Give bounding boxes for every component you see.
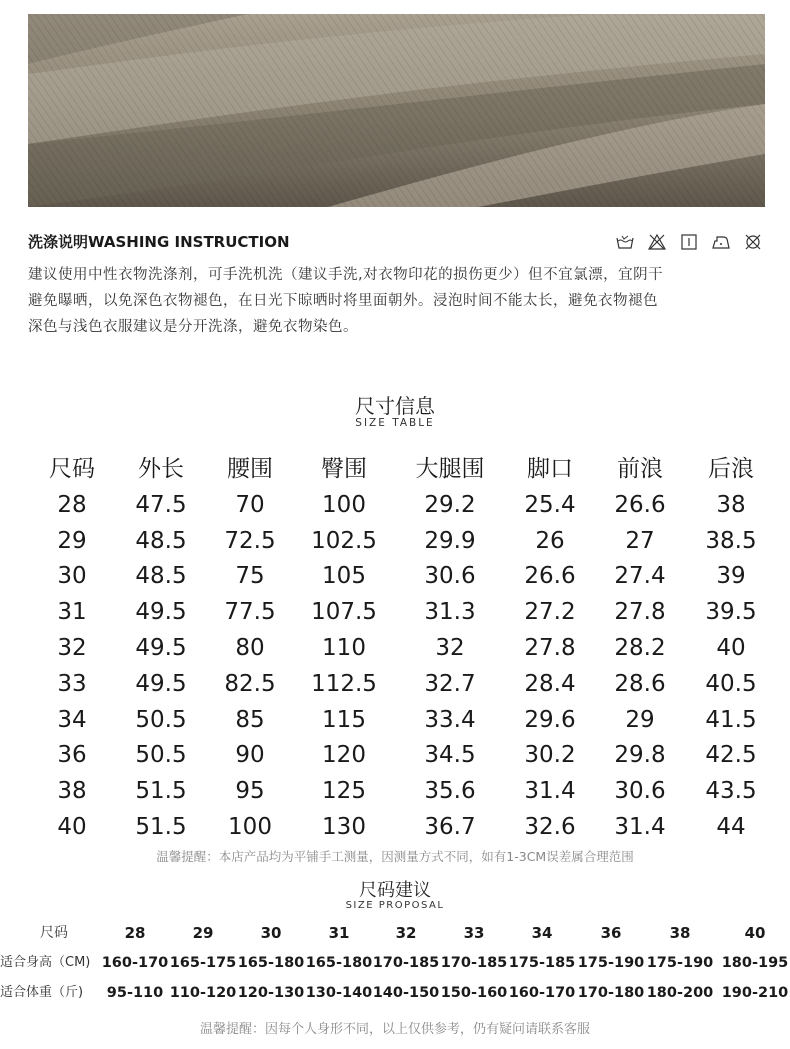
size-table-cell: 28.2	[614, 634, 666, 661]
size-table-cell: 36.7	[424, 813, 476, 840]
size-table-cell: 33.4	[424, 706, 476, 733]
size-table-cell: 36	[57, 742, 87, 769]
size-table-cell: 31.3	[424, 599, 476, 626]
size-table-header-cell: 臀围	[321, 456, 367, 482]
washing-instructions	[28, 262, 768, 340]
size-table-cell: 29.2	[424, 491, 476, 518]
size-table-cell: 32.6	[524, 813, 576, 840]
size-table-cell: 29	[625, 706, 655, 733]
fabric-closeup-image	[28, 14, 765, 207]
size-table-cell: 72.5	[224, 527, 276, 554]
proposal-weight-row-cell: 190-210	[721, 985, 789, 1001]
size-table-row	[0, 774, 790, 810]
size-table-row	[0, 738, 790, 774]
size-table-cell: 50.5	[135, 706, 187, 733]
size-table-title: 尺寸信息	[355, 394, 435, 418]
size-table-header-cell: 外长	[138, 456, 184, 482]
proposal-weight-row-cell: 170-180	[577, 985, 645, 1001]
size-table-cell: 49.5	[135, 634, 187, 661]
proposal-weight-row-cell: 150-160	[440, 985, 508, 1001]
size-table-cell: 31.4	[524, 778, 576, 805]
size-proposal-title: 尺码建议	[359, 880, 431, 901]
size-table-cell: 49.5	[135, 599, 187, 626]
proposal-size-row-cell: 36	[600, 924, 622, 942]
hand-wash-icon	[615, 233, 635, 251]
size-table-cell: 26	[535, 527, 565, 554]
proposal-weight-row-cell: 110-120	[169, 985, 237, 1001]
size-table-cell: 49.5	[135, 670, 187, 697]
size-table-cell: 30.6	[614, 778, 666, 805]
size-table-cell: 75	[235, 563, 265, 590]
size-table-subtitle: SIZE TABLE	[355, 417, 435, 429]
size-table-cell: 95	[235, 778, 265, 805]
proposal-weight-row-cell: 130-140	[305, 985, 373, 1001]
size-table-cell: 44	[716, 813, 746, 840]
size-table-cell: 85	[235, 706, 265, 733]
size-table-cell: 112.5	[311, 670, 377, 697]
size-table-cell: 110	[322, 634, 366, 661]
size-table-cell: 41.5	[705, 706, 757, 733]
size-table-cell: 100	[322, 491, 366, 518]
size-table	[0, 452, 790, 846]
size-table-row	[0, 667, 790, 703]
proposal-weight-row-label: 适合体重（斤)	[0, 985, 84, 1000]
size-table-cell: 32	[57, 634, 87, 661]
proposal-height-row	[0, 948, 790, 978]
proposal-weight-row-cell: 140-150	[372, 985, 440, 1001]
size-table-cell: 34	[57, 706, 87, 733]
size-table-cell: 120	[322, 742, 366, 769]
size-table-cell: 125	[322, 778, 366, 805]
proposal-size-row-cell: 32	[395, 924, 417, 942]
no-bleach-icon	[647, 233, 667, 251]
proposal-weight-row-cell: 95-110	[106, 985, 164, 1001]
care-icons	[615, 233, 763, 251]
proposal-height-row-cell: 165-180	[305, 955, 373, 971]
proposal-height-row-cell: 175-190	[646, 955, 714, 971]
size-table-cell: 51.5	[135, 813, 187, 840]
proposal-height-row-cell: 165-175	[169, 955, 237, 971]
size-table-cell: 33	[57, 670, 87, 697]
size-table-cell: 29	[57, 527, 87, 554]
proposal-size-row-cell: 30	[260, 924, 282, 942]
size-table-cell: 31	[57, 599, 87, 626]
proposal-weight-row	[0, 978, 790, 1008]
proposal-size-row-cell: 38	[669, 924, 691, 942]
washing-line: 建议使用中性衣物洗涤剂，可手洗机洗（建议手洗,对衣物印花的损伤更少）但不宜氯漂，宜阴干	[28, 267, 664, 283]
proposal-weight-row-cell: 160-170	[508, 985, 576, 1001]
size-table-row	[0, 524, 790, 560]
size-table-cell: 28.4	[524, 670, 576, 697]
size-table-cell: 28	[57, 491, 87, 518]
size-table-cell: 27.8	[524, 634, 576, 661]
size-table-cell: 100	[228, 813, 272, 840]
reference-note: 温馨提醒：因每个人身形不同，以上仅供参考，仍有疑问请联系客服	[199, 1022, 590, 1037]
size-table-cell: 32	[435, 634, 465, 661]
size-table-cell: 50.5	[135, 742, 187, 769]
size-table-cell: 29.9	[424, 527, 476, 554]
tumble-dry-icon	[679, 233, 699, 251]
size-table-cell: 26.6	[614, 491, 666, 518]
no-dry-clean-icon	[743, 233, 763, 251]
size-table-header-cell: 后浪	[708, 456, 754, 482]
size-table-row	[0, 703, 790, 739]
proposal-height-row-label: 适合身高（CM)	[0, 955, 91, 970]
size-table-cell: 47.5	[135, 491, 187, 518]
size-table-cell: 102.5	[311, 527, 377, 554]
size-table-header-cell: 大腿围	[415, 456, 485, 482]
washing-line: 避免曝晒，以免深色衣物褪色，在日光下晾晒时将里面朝外。浸泡时间不能太长，避免衣物褪色	[28, 293, 658, 309]
size-table-header-cell: 前浪	[617, 456, 663, 482]
proposal-weight-row-cell: 180-200	[646, 985, 714, 1001]
size-table-cell: 90	[235, 742, 265, 769]
washing-title: 洗涤说明WASHING INSTRUCTION	[28, 233, 290, 251]
size-table-cell: 35.6	[424, 778, 476, 805]
size-table-cell: 70	[235, 491, 265, 518]
proposal-height-row-cell: 160-170	[101, 955, 169, 971]
size-table-row	[0, 631, 790, 667]
size-table-cell: 27.2	[524, 599, 576, 626]
size-table-cell: 32.7	[424, 670, 476, 697]
proposal-height-row-cell: 165-180	[237, 955, 305, 971]
size-table-cell: 42.5	[705, 742, 757, 769]
size-table-cell: 48.5	[135, 563, 187, 590]
size-table-cell: 30	[57, 563, 87, 590]
size-table-cell: 39	[716, 563, 746, 590]
washing-line: 深色与浅色衣服建议是分开洗涤，避免衣物染色。	[28, 319, 358, 335]
size-table-header	[0, 452, 790, 488]
size-table-cell: 38	[57, 778, 87, 805]
proposal-size-row-cell: 33	[463, 924, 485, 942]
size-table-cell: 43.5	[705, 778, 757, 805]
proposal-height-row-cell: 170-185	[440, 955, 508, 971]
proposal-height-row-cell: 175-190	[577, 955, 645, 971]
washing-header	[28, 231, 765, 253]
size-table-cell: 130	[322, 813, 366, 840]
size-table-cell: 30.2	[524, 742, 576, 769]
proposal-height-row-cell: 180-195	[721, 955, 789, 971]
size-table-cell: 27.8	[614, 599, 666, 626]
proposal-size-row-cell: 40	[744, 924, 766, 942]
size-table-row	[0, 559, 790, 595]
size-table-cell: 82.5	[224, 670, 276, 697]
proposal-size-row	[0, 918, 790, 948]
size-table-cell: 31.4	[614, 813, 666, 840]
size-table-cell: 40	[716, 634, 746, 661]
size-table-cell: 40	[57, 813, 87, 840]
proposal-size-row-label: 尺码	[40, 925, 68, 941]
size-table-cell: 30.6	[424, 563, 476, 590]
proposal-size-row-cell: 31	[328, 924, 350, 942]
size-table-cell: 29.6	[524, 706, 576, 733]
proposal-size-row-cell: 29	[192, 924, 214, 942]
size-table-row	[0, 595, 790, 631]
size-table-cell: 27.4	[614, 563, 666, 590]
size-table-cell: 48.5	[135, 527, 187, 554]
size-table-cell: 80	[235, 634, 265, 661]
size-proposal-subtitle: SIZE PROPOSAL	[345, 900, 445, 911]
size-table-cell: 27	[625, 527, 655, 554]
size-table-cell: 25.4	[524, 491, 576, 518]
proposal-size-row-cell: 28	[124, 924, 146, 942]
proposal-weight-row-cell: 120-130	[237, 985, 305, 1001]
size-table-cell: 40.5	[705, 670, 757, 697]
iron-icon	[711, 233, 731, 251]
size-table-cell: 115	[322, 706, 366, 733]
size-table-cell: 38.5	[705, 527, 757, 554]
size-table-cell: 51.5	[135, 778, 187, 805]
size-table-cell: 34.5	[424, 742, 476, 769]
size-table-cell: 107.5	[311, 599, 377, 626]
size-table-cell: 39.5	[705, 599, 757, 626]
measurement-note: 温馨提醒：本店产品均为平铺手工测量，因测量方式不同，如有1-3CM误差属合理范围	[156, 849, 634, 864]
size-proposal-table	[0, 918, 790, 1008]
size-table-cell: 26.6	[524, 563, 576, 590]
size-table-header-cell: 腰围	[227, 456, 273, 482]
size-table-row	[0, 488, 790, 524]
size-table-cell: 29.8	[614, 742, 666, 769]
proposal-height-row-cell: 175-185	[508, 955, 576, 971]
size-table-row	[0, 810, 790, 846]
proposal-size-row-cell: 34	[531, 924, 553, 942]
size-table-cell: 77.5	[224, 599, 276, 626]
size-table-cell: 105	[322, 563, 366, 590]
size-table-header-cell: 脚口	[527, 456, 573, 482]
size-table-cell: 28.6	[614, 670, 666, 697]
size-table-header-cell: 尺码	[49, 456, 95, 482]
size-table-cell: 38	[716, 491, 746, 518]
proposal-height-row-cell: 170-185	[372, 955, 440, 971]
